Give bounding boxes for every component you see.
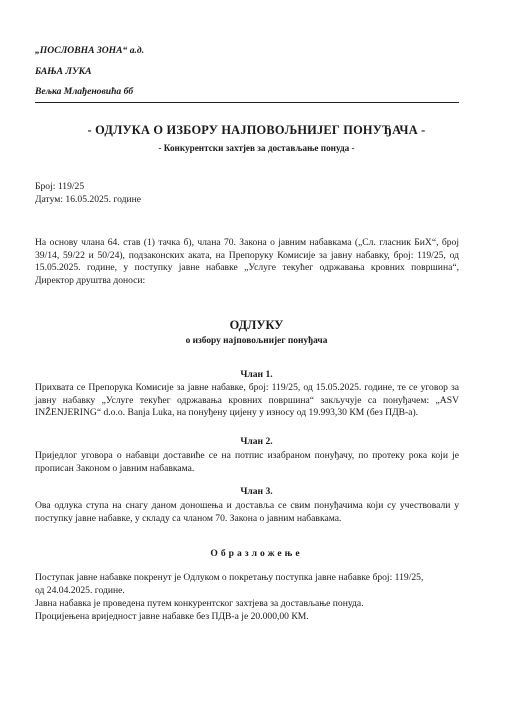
intro-paragraph: На основу члана 64. став (1) тачка б), члана 70. Закона о јавним набавкама („Сл. гласник БиХ“, број 39/14, 59/22 и 50/24), подзаконских аката, на Препоруку Комисије за јавну набавку, број: 119/25, од 15.05.2025. године, у поступку јавне набавке „Услуге текућег одржавања кровних површина“, Директор друштва доноси: — [35, 237, 459, 286]
article-1-text: Прихвата се Препорука Комисије за јавне набавке, број: 119/25, од 15.05.2025. године, те се уговор за јавну набавку „Услуге текућег одржавања кровних површина“ закључује са понуђачем: „ASV INŽENJERING“ d.o.o. Banja Luka, на понуђену цијену у износу од 19.993,30 КМ (без ПДВ-а). — [35, 382, 459, 419]
decision-heading: ОДЛУКУ — [229, 318, 284, 332]
explanation-line: Јавна набавка је проведена путем конкурентског захтјева за достављање понуда. — [35, 598, 364, 609]
header-divider — [35, 102, 459, 103]
explanation-line: од 24.04.2025. године. — [35, 585, 125, 596]
company-address: Вељка Млађеновића бб — [35, 86, 134, 97]
decision-subheading: о избору најповољнијег понуђача — [185, 336, 328, 346]
document-date: Датум: 16.05.2025. године — [35, 194, 142, 205]
explanation-heading: Образложење — [210, 548, 303, 559]
article-1-title: Члан 1. — [240, 369, 273, 380]
document-title: - ОДЛУКА О ИЗБОРУ НАЈПОВОЉНИЈЕГ ПОНУЂАЧА - — [87, 123, 426, 137]
article-2-title: Члан 2. — [240, 436, 273, 447]
document-subtitle: - Конкурентски захтјев за достављање понуда - — [158, 143, 355, 153]
article-3-title: Члан 3. — [240, 486, 273, 497]
explanation-line: Процијењена вриједност јавне набавке без ПДВ-а је 20.000,00 КМ. — [35, 611, 309, 622]
company-name: „ПОСЛОВНА ЗОНА“ а.д. — [35, 45, 145, 56]
explanation-line: Поступак јавне набавке покренут је Одлуком о покретању поступка јавне набавке број: 119/25, — [35, 572, 424, 583]
company-city: БАЊА ЛУКА — [35, 66, 92, 77]
document-number: Број: 119/25 — [35, 181, 85, 192]
article-2-text: Приједлог уговора о набавци доставиће се на потпис изабраном понуђачу, по протеку рока који је прописан Законом о јавним набавкама. — [35, 450, 459, 474]
article-3-text: Ова одлука ступа на снагу даном доношења и доставља се свим понуђачима који су учествовали у поступку јавне набавке, у складу са чланом 70. Закона о јавним набавкама. — [35, 500, 459, 524]
